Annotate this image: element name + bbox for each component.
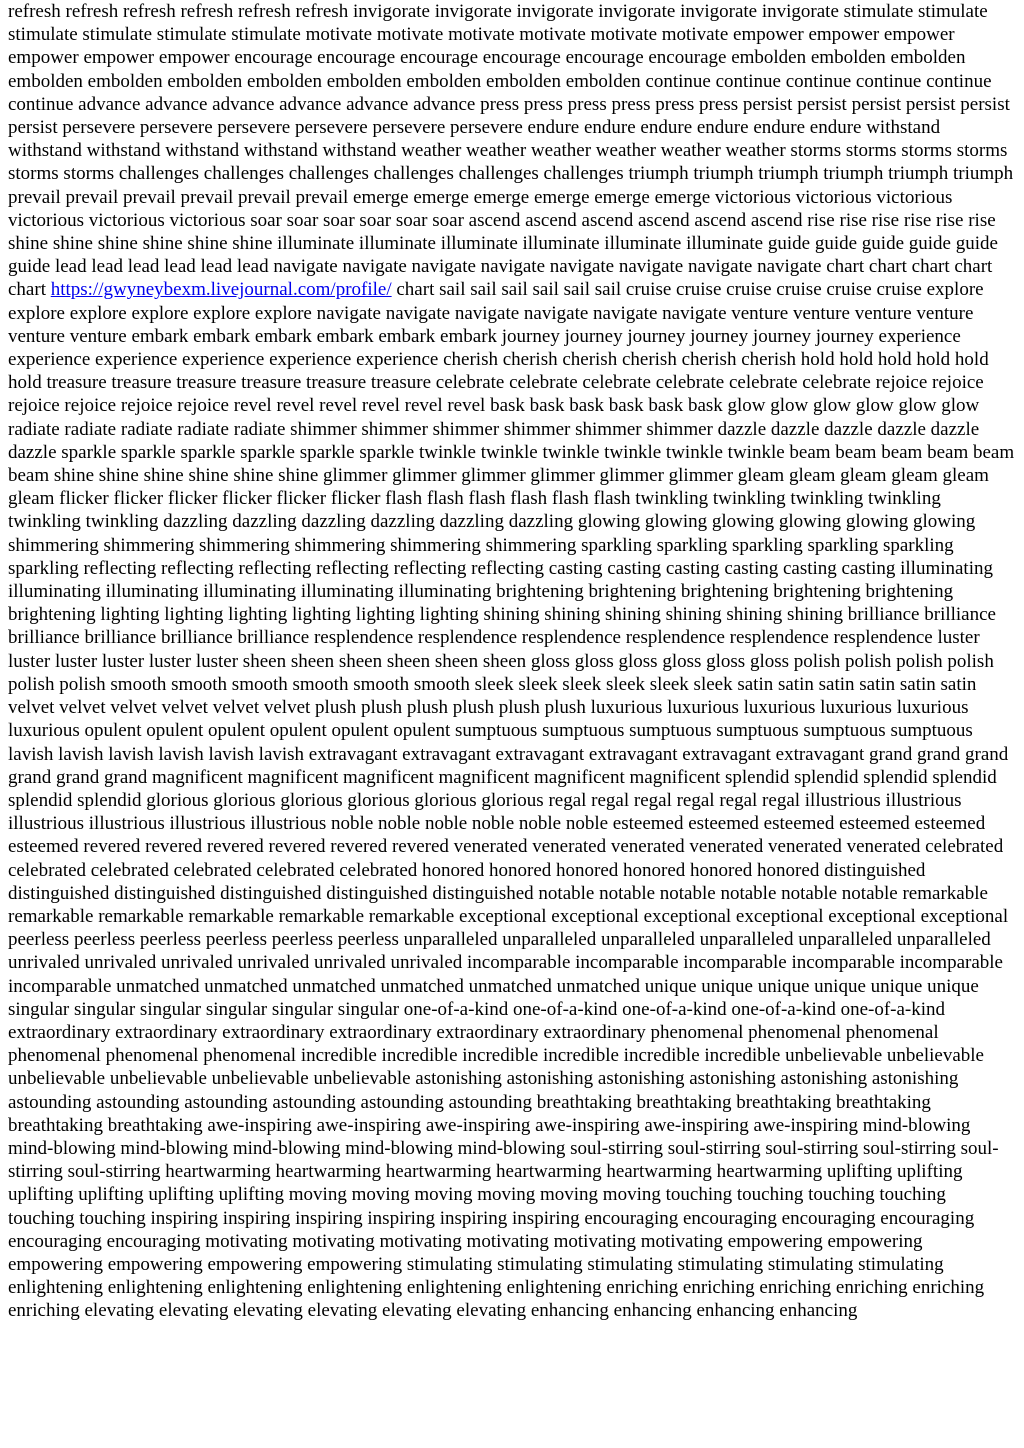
- profile-link[interactable]: https://gwyneybexm.livejournal.com/profile/: [50, 279, 392, 301]
- body-text-before-link: refresh refresh refresh refresh refresh refresh invigorate invigorate invigorate invigorate invigorate invigorate stimulate stimulate stimulate stimulate stimulate stimulate motivate motivate motivate motivate motivate motivate empower empower empower empower empower empower encourage encourage encourage encourage encourage encourage embolden embolden embolden embolden embolden embolden embolden embolden embolden embolden embolden continue continue continue continue continue continue advance advance advance advance advance advance press press press press press press persist persist persist persist persist persist persevere persevere persevere persevere persevere persevere endure endure endure endure endure endure withstand withstand withstand withstand withstand withstand weather weather weather weather weather weather storms storms storms storms storms storms challenges challenges challenges challenges challenges challenges triumph triumph triumph triumph triumph triumph prevail prevail prevail prevail prevail prevail emerge emerge emerge emerge emerge emerge victorious victorious victorious victorious victorious victorious soar soar soar soar soar soar ascend ascend ascend ascend ascend ascend rise rise rise rise rise rise shine shine shine shine shine shine illuminate illuminate illuminate illuminate illuminate illuminate guide guide guide guide guide guide lead lead lead lead lead lead navigate navigate navigate navigate navigate navigate navigate navigate chart chart chart chart chart: [8, 1, 1014, 301]
- body-text-after-link: chart sail sail sail sail sail sail cruise cruise cruise cruise cruise cruise explore explore explore explore explore explore navigate navigate navigate navigate navigate navigate venture venture venture venture venture venture embark embark embark embark embark embark journey journey journey journey journey journey experience experience experience experience experience experience cherish cherish cherish cherish cherish cherish hold hold hold hold hold hold treasure treasure treasure treasure treasure treasure celebrate celebrate celebrate celebrate celebrate celebrate rejoice rejoice rejoice rejoice rejoice rejoice revel revel revel revel revel revel bask bask bask bask bask bask glow glow glow glow glow glow radiate radiate radiate radiate radiate shimmer shimmer shimmer shimmer shimmer shimmer dazzle dazzle dazzle dazzle dazzle dazzle sparkle sparkle sparkle sparkle sparkle sparkle twinkle twinkle twinkle twinkle twinkle twinkle beam beam beam beam beam beam shine shine shine shine shine shine glimmer glimmer glimmer glimmer glimmer glimmer gleam gleam gleam gleam gleam gleam flicker flicker flicker flicker flicker flicker flash flash flash flash flash flash twinkling twinkling twinkling twinkling twinkling twinkling dazzling dazzling dazzling dazzling dazzling dazzling glowing glowing glowing glowing glowing glowing shimmering shimmering shimmering shimmering shimmering shimmering sparkling sparkling sparkling sparkling sparkling sparkling reflecting reflecting reflecting reflecting reflecting reflecting casting casting casting casting casting casting illuminating illuminating illuminating illuminating illuminating illuminating brightening brightening brightening brightening brightening brightening lighting lighting lighting lighting lighting lighting shining shining shining shining shining shining brilliance brilliance brilliance brilliance brilliance brilliance resplendence resplendence resplendence resplendence resplendence resplendence luster luster luster luster luster luster sheen sheen sheen sheen sheen sheen gloss gloss gloss gloss gloss gloss polish polish polish polish polish polish smooth smooth smooth smooth smooth smooth sleek sleek sleek sleek sleek sleek satin satin satin satin satin satin velvet velvet velvet velvet velvet velvet plush plush plush plush plush plush luxurious luxurious luxurious luxurious luxurious luxurious opulent opulent opulent opulent opulent opulent sumptuous sumptuous sumptuous sumptuous sumptuous sumptuous lavish lavish lavish lavish lavish lavish extravagant extravagant extravagant extravagant extravagant extravagant grand grand grand grand grand grand magnificent magnificent magnificent magnificent magnificent magnificent splendid splendid splendid splendid splendid splendid glorious glorious glorious glorious glorious glorious regal regal regal regal regal regal illustrious illustrious illustrious illustrious illustrious illustrious noble noble noble noble noble noble esteemed esteemed esteemed esteemed esteemed esteemed revered revered revered revered revered revered venerated venerated venerated venerated venerated venerated celebrated celebrated celebrated celebrated celebrated celebrated honored honored honored honored honored honored distinguished distinguished distinguished distinguished distinguished distinguished notable notable notable notable notable notable remarkable remarkable remarkable remarkable remarkable remarkable exceptional exceptional exceptional exceptional exceptional exceptional peerless peerless peerless peerless peerless peerless unparalleled unparalleled unparalleled unparalleled unparalleled unparalleled unrivaled unrivaled unrivaled unrivaled unrivaled unrivaled incomparable incomparable incomparable incomparable incomparable incomparable unmatched unmatched unmatched unmatched unmatched unmatched unique unique unique unique unique unique singular singular singular singular singular singular one-of-a-kind one-of-a-kind one-of-a-kind one-of-a-kind one-of-a-kind extraordinary extraordinary extraordinary extraordinary extraordinary extraordinary phenomenal phenomenal phenomenal phenomenal phenomenal phenomenal incredible incredible incredible incredible incredible incredible unbelievable unbelievable unbelievable unbelievable unbelievable unbelievable astonishing astonishing astonishing astonishing astonishing astonishing astounding astounding astounding astounding astounding astounding breathtaking breathtaking breathtaking breathtaking breathtaking breathtaking awe-inspiring awe-inspiring awe-inspiring awe-inspiring awe-inspiring awe-inspiring mind-blowing mind-blowing mind-blowing mind-blowing mind-blowing mind-blowing soul-stirring soul-stirring soul-stirring soul-stirring soul-stirring soul-stirring heartwarming heartwarming heartwarming heartwarming heartwarming heartwarming uplifting uplifting uplifting uplifting uplifting uplifting moving moving moving moving moving moving touching touching touching touching touching touching inspiring inspiring inspiring inspiring inspiring inspiring encouraging encouraging encouraging encouraging encouraging encouraging motivating motivating motivating motivating motivating motivating empowering empowering empowering empowering empowering empowering stimulating stimulating stimulating stimulating stimulating stimulating enlightening enlightening enlightening enlightening enlightening enlightening enriching enriching enriching enriching enriching enriching elevating elevating elevating elevating elevating elevating enhancing enhancing enhancing enhancing: [8, 279, 1015, 1322]
